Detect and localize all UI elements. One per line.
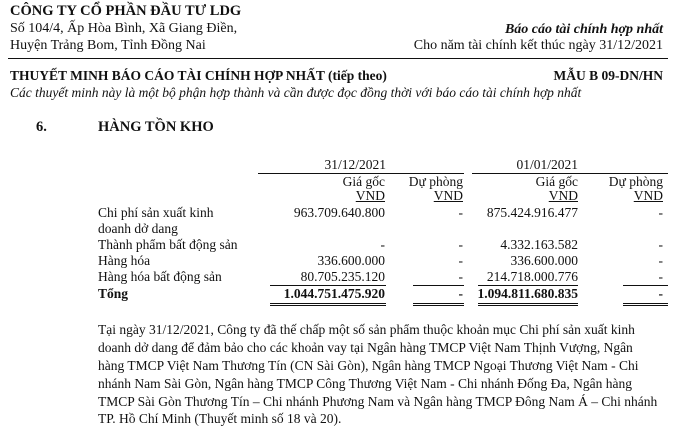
unit-provision-2020: VND xyxy=(633,188,663,203)
cell-provision-2021: - xyxy=(458,269,463,284)
row-label-cont: doanh dở dang xyxy=(98,221,178,236)
pledge-note-line: TMCP Sài Gòn Thương Tín – Chi nhánh Phương Nam và Ngân hàng TMCP Đông Nam Á – Chi nhánh xyxy=(98,394,658,409)
cell-provision-2020: - xyxy=(658,205,663,220)
form-code: MẪU B 09-DN/HN xyxy=(553,68,663,83)
total-cost-2021: 1.044.751.475.920 xyxy=(283,286,385,301)
cell-provision-2020: - xyxy=(658,269,663,284)
cell-cost-2021: 336.600.000 xyxy=(317,253,385,268)
pledge-note-line: hàng TMCP Việt Nam Thương Tín (CN Sài Gòn), Ngân hàng TMCP Ngoại Thương Việt Nam - Chi xyxy=(98,358,639,373)
cell-cost-2021: 80.705.235.120 xyxy=(300,269,385,284)
total-double-rule xyxy=(270,303,386,304)
pledge-note-line: TP. Hồ Chí Minh (Thuyết minh số 18 và 20). xyxy=(98,411,342,426)
total-double-rule xyxy=(270,305,386,306)
cell-provision-2021: - xyxy=(458,253,463,268)
total-rule-top xyxy=(413,285,464,286)
cell-cost-2021: - xyxy=(380,237,385,252)
total-provision-2021: - xyxy=(458,286,463,301)
total-double-rule xyxy=(478,303,578,304)
period-header-2020: 01/01/2021 xyxy=(516,157,578,172)
cell-cost-2020: 4.332.163.582 xyxy=(500,237,578,252)
pledge-note-line: doanh dở dang để đảm bảo cho các khoản vay tại Ngân hàng TMCP Việt Nam Thịnh Vượng, Ngân xyxy=(98,340,633,355)
col-cost-2020: Giá gốc xyxy=(535,174,578,189)
header-divider xyxy=(8,58,668,59)
col-provision-2020: Dự phòng xyxy=(608,174,663,189)
total-provision-2020: - xyxy=(658,286,663,301)
total-cost-2020: 1.094.811.680.835 xyxy=(477,286,578,301)
row-label: Hàng hóa bất động sản xyxy=(98,269,222,284)
period-header-2021: 31/12/2021 xyxy=(324,157,386,172)
col-provision-2021: Dự phòng xyxy=(408,174,463,189)
section-number: 6. xyxy=(36,119,47,135)
unit-cost-2020: VND xyxy=(548,188,578,203)
total-double-rule xyxy=(623,303,668,304)
section-title: HÀNG TỒN KHO xyxy=(98,119,214,135)
cell-provision-2021: - xyxy=(458,205,463,220)
cell-cost-2020: 336.600.000 xyxy=(510,253,578,268)
unit-cost-2021: VND xyxy=(355,188,385,203)
total-double-rule xyxy=(623,305,668,306)
row-label: Chi phí sản xuất kinh xyxy=(98,205,214,220)
report-title: Báo cáo tài chính hợp nhất xyxy=(504,22,663,37)
unit-provision-2021: VND xyxy=(433,188,463,203)
col-cost-2021: Giá gốc xyxy=(342,174,385,189)
notes-subtitle: Các thuyết minh này là một bộ phận hợp thành và cần được đọc đồng thời với báo cáo tài chính hợp nhất xyxy=(10,85,582,100)
total-double-rule xyxy=(478,305,578,306)
cell-provision-2020: - xyxy=(658,237,663,252)
notes-title: THUYẾT MINH BÁO CÁO TÀI CHÍNH HỢP NHẤT (tiếp theo) xyxy=(10,68,387,83)
row-label: Thành phẩm bất động sản xyxy=(98,237,238,252)
address-line-1: Số 104/4, Ấp Hòa Bình, Xã Giang Điền, xyxy=(10,21,238,36)
total-double-rule xyxy=(413,303,464,304)
pledge-note-line: Tại ngày 31/12/2021, Công ty đã thế chấp một số sản phẩm thuộc khoản mục Chi phí sản xuất kinh xyxy=(98,322,635,337)
company-name: CÔNG TY CỔ PHẦN ĐẦU TƯ LDG xyxy=(10,3,242,19)
report-period: Cho năm tài chính kết thúc ngày 31/12/2021 xyxy=(413,38,663,53)
cell-provision-2020: - xyxy=(658,253,663,268)
row-label: Hàng hóa xyxy=(98,253,151,268)
total-double-rule xyxy=(413,305,464,306)
total-label: Tổng xyxy=(98,286,129,301)
cell-cost-2020: 875.424.916.477 xyxy=(486,205,578,220)
cell-cost-2020: 214.718.000.776 xyxy=(486,269,578,284)
pledge-note-line: nhánh Nam Sài Gòn, Ngân hàng TMCP Công Thương Việt Nam - Chi nhánh Đống Đa, Ngân hàng xyxy=(98,376,632,391)
cell-cost-2021: 963.709.640.800 xyxy=(293,205,385,220)
address-line-2: Huyện Trảng Bom, Tỉnh Đồng Nai xyxy=(10,38,206,53)
cell-provision-2021: - xyxy=(458,237,463,252)
